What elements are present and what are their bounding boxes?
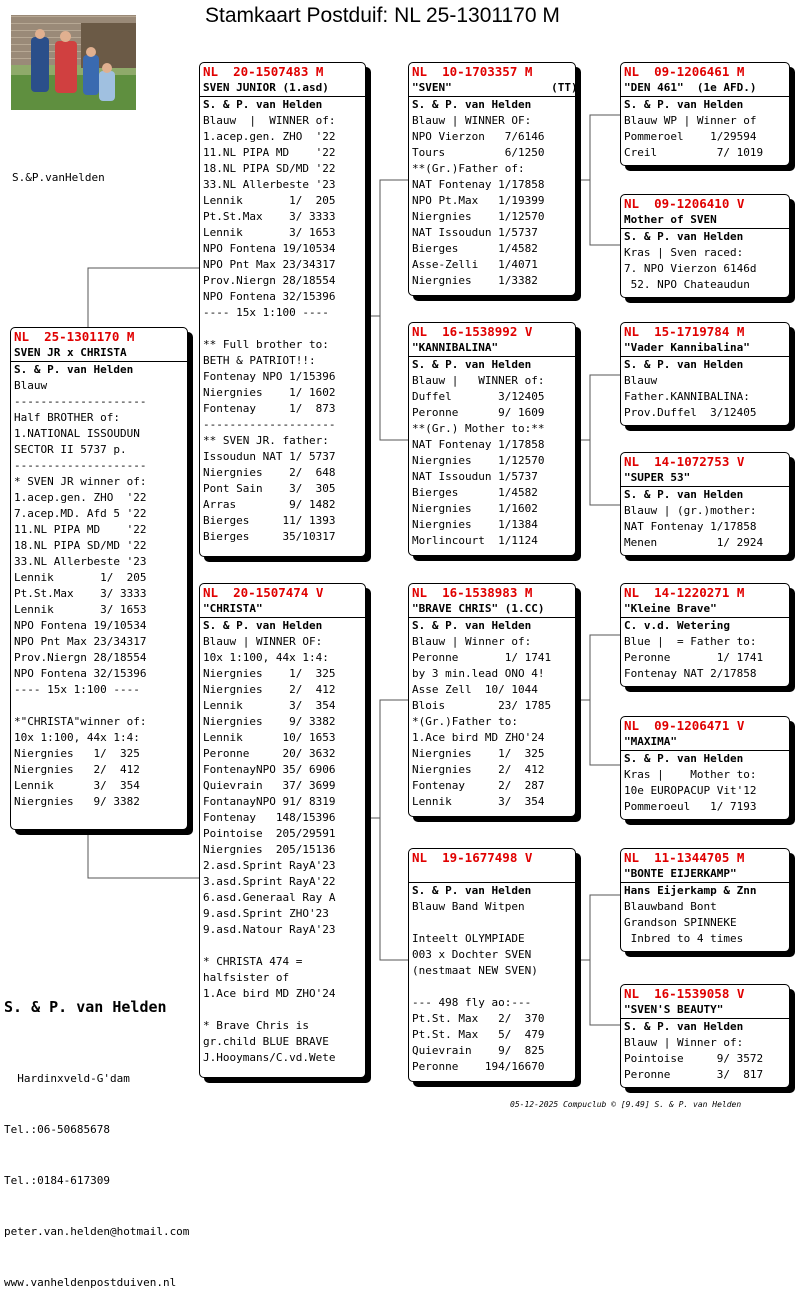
- detail-line: gr.child BLUE BRAVE: [203, 1035, 329, 1048]
- detail-line: [203, 1002, 362, 1018]
- contact-website[interactable]: www.vanheldenpostduiven.nl: [4, 1276, 177, 1289]
- detail-line: NPO Fontena 19/10534: [203, 242, 336, 255]
- detail-line: Lennik 3/ 354: [203, 699, 336, 712]
- ring-number: NL 09-1206471 V: [624, 718, 745, 733]
- detail-line: J.Hooymans/C.vd.Wete: [203, 1051, 336, 1064]
- card-mmm: [620, 984, 790, 1088]
- detail-line: Peronne 1/ 1741: [412, 651, 552, 664]
- detail-line: [412, 979, 572, 995]
- ring-number: NL 10-1703357 M: [412, 64, 533, 79]
- breeder: S. & P. van Helden: [200, 617, 365, 634]
- detail-line: 18.NL PIPA SD/MD '22: [14, 539, 147, 552]
- owner-contact: [4, 1036, 189, 1308]
- detail-line: Pont Sain 3/ 305: [203, 482, 336, 495]
- detail-line: Peronne 194/16670: [412, 1060, 545, 1073]
- detail-line: Blauw | WINNER OF:: [203, 635, 323, 648]
- detail-line: 1.Ace bird MD ZHO'24: [412, 731, 545, 744]
- pigeon-name: "CHRISTA": [203, 602, 263, 615]
- breeder: C. v.d. Wetering: [621, 617, 789, 634]
- detail-line: 7. NPO Vierzon 6146d: [624, 262, 757, 275]
- breeder: S. & P. van Helden: [621, 228, 789, 245]
- detail-line: Fontenay 148/15396: [203, 811, 336, 824]
- pigeon-details: [624, 899, 786, 947]
- ring-number: NL 11-1344705 M: [624, 850, 745, 865]
- detail-line: * SVEN JR winner of:: [14, 475, 147, 488]
- pigeon-details: [14, 378, 184, 810]
- detail-line: Niergnies 9/ 3382: [203, 715, 336, 728]
- detail-line: Niergnies 2/ 412: [14, 763, 140, 776]
- detail-line: NPO Pnt Max 23/34317: [14, 635, 147, 648]
- detail-line: Lennik 3/ 354: [412, 795, 545, 808]
- card-fmm: [620, 452, 790, 556]
- card-fff: [620, 62, 790, 166]
- detail-line: ---- 15x 1:100 ----: [203, 306, 329, 319]
- detail-line: 3.asd.Sprint RayA'22: [203, 875, 336, 888]
- pigeon-details: [203, 113, 362, 545]
- card-mff: [620, 583, 790, 687]
- detail-line: 1.NATIONAL ISSOUDUN: [14, 427, 140, 440]
- detail-line: by 3 min.lead ONO 4!: [412, 667, 545, 680]
- detail-line: Lennik 1/ 205: [14, 571, 147, 584]
- detail-line: 1.acep.gen. ZHO '22: [14, 491, 147, 504]
- detail-line: BETH & PATRIOT!!:: [203, 354, 316, 367]
- detail-line: Pt.St.Max 3/ 3333: [203, 210, 336, 223]
- pigeon-details: [624, 373, 786, 421]
- detail-line: 9.asd.Sprint ZHO'23: [203, 907, 329, 920]
- detail-line: Menen 1/ 2924: [624, 536, 764, 549]
- detail-line: **(Gr.) Mother to:**: [412, 422, 545, 435]
- card-ffm: [620, 194, 790, 298]
- breeder: S. & P. van Helden: [409, 617, 575, 634]
- detail-line: *(Gr.)Father to:: [412, 715, 518, 728]
- detail-line: Fontenay NAT 2/17858: [624, 667, 757, 680]
- detail-line: Blauw | WINNER of:: [412, 374, 545, 387]
- detail-line: Peronne 3/ 817: [624, 1068, 764, 1081]
- pigeon-details: [412, 899, 572, 1075]
- ring-number: NL 16-1539058 V: [624, 986, 745, 1001]
- detail-line: *"CHRISTA"winner of:: [14, 715, 147, 728]
- detail-line: Prov.Duffel 3/12405: [624, 406, 757, 419]
- detail-line: Pt.St.Max 3/ 3333: [14, 587, 147, 600]
- detail-line: --- 498 fly ao:---: [412, 996, 532, 1009]
- ring-number: NL 15-1719784 M: [624, 324, 745, 339]
- pigeon-name: "SVEN'S BEAUTY": [624, 1003, 724, 1016]
- pigeon-name: "Kleine Brave": [624, 602, 717, 615]
- detail-line: Lennik 1/ 205: [203, 194, 336, 207]
- detail-line: Pt.St. Max 2/ 370: [412, 1012, 545, 1025]
- detail-line: 33.NL Allerbeste '23: [14, 555, 147, 568]
- detail-line: Pointoise 205/29591: [203, 827, 336, 840]
- detail-line: 11.NL PIPA MD '22: [14, 523, 147, 536]
- breeder: S. & P. van Helden: [621, 486, 789, 503]
- pigeon-name: SVEN JUNIOR (1.asd): [203, 81, 329, 94]
- detail-line: Creil 7/ 1019: [624, 146, 764, 159]
- detail-line: Issoudun NAT 1/ 5737: [203, 450, 336, 463]
- detail-line: Lennik 10/ 1653: [203, 731, 336, 744]
- detail-line: Quievrain 9/ 825: [412, 1044, 545, 1057]
- detail-line: Blois 23/ 1785: [412, 699, 552, 712]
- detail-line: Blue | = Father to:: [624, 635, 757, 648]
- breeder: S. & P. van Helden: [621, 356, 789, 373]
- detail-line: NAT Fontenay 1/17858: [412, 178, 545, 191]
- ring-number: NL 20-1507483 M: [203, 64, 324, 79]
- detail-line: 10x 1:100, 44x 1:4:: [14, 731, 140, 744]
- detail-line: [412, 915, 572, 931]
- page-title: Stamkaart Postduif: NL 25-1301170 M: [205, 4, 560, 27]
- breeder: S. & P. van Helden: [200, 96, 365, 113]
- detail-line: Lennik 3/ 354: [14, 779, 140, 792]
- pigeon-name: "BRAVE CHRIS" (1.CC): [412, 602, 545, 615]
- pigeon-name: "SUPER 53": [624, 471, 691, 484]
- detail-line: Asse-Zelli 1/4071: [412, 258, 538, 271]
- pigeon-name: "SVEN" (TT): [412, 81, 578, 94]
- owner-short-name: S.&P.vanHelden: [12, 171, 105, 184]
- detail-line: Blauw | WINNER OF:: [412, 114, 532, 127]
- pigeon-details: [624, 767, 786, 815]
- card-father-father: [408, 62, 576, 296]
- detail-line: Niergnies 1/3382: [412, 274, 538, 287]
- detail-line: 003 x Dochter SVEN: [412, 948, 532, 961]
- ring-number: NL 09-1206410 V: [624, 196, 745, 211]
- detail-line: Morlincourt 1/1124: [412, 534, 538, 547]
- breeder: S. & P. van Helden: [409, 96, 575, 113]
- detail-line: Niergnies 2/ 412: [412, 763, 545, 776]
- detail-line: Grandson SPINNEKE: [624, 916, 737, 929]
- breeder: Hans Eijerkamp & Znn: [621, 882, 789, 899]
- detail-line: Blauwband Bont: [624, 900, 717, 913]
- detail-line: **(Gr.)Father of:: [412, 162, 525, 175]
- detail-line: NPO Pnt Max 23/34317: [203, 258, 336, 271]
- detail-line: Niergnies 2/ 412: [203, 683, 336, 696]
- detail-line: Niergnies 205/15136: [203, 843, 336, 856]
- detail-line: (nestmaat NEW SVEN): [412, 964, 538, 977]
- breeder: S. & P. van Helden: [621, 750, 789, 767]
- detail-line: NPO Vierzon 7/6146: [412, 130, 545, 143]
- detail-line: Blauw Band Witpen: [412, 900, 525, 913]
- ring-number: NL 25-1301170 M: [14, 329, 135, 344]
- detail-line: SECTOR II 5737 p.: [14, 443, 127, 456]
- detail-line: * Brave Chris is: [203, 1019, 309, 1032]
- contact-line: Hardinxveld-G'dam: [4, 1072, 130, 1085]
- detail-line: ** Full brother to:: [203, 338, 329, 351]
- detail-line: [203, 938, 362, 954]
- pigeon-name: "DEN 461" (1e AFD.): [624, 81, 757, 94]
- detail-line: Peronne 20/ 3632: [203, 747, 336, 760]
- pigeon-name: "BONTE EIJERKAMP": [624, 867, 737, 880]
- card-mmf: [620, 848, 790, 952]
- detail-line: Niergnies 1/ 325: [412, 747, 545, 760]
- detail-line: Prov.Niergn 28/18554: [14, 651, 147, 664]
- detail-line: 18.NL PIPA SD/MD '22: [203, 162, 336, 175]
- pigeon-details: [624, 113, 786, 161]
- ring-number: NL 16-1538983 M: [412, 585, 533, 600]
- detail-line: FontenayNPO 35/ 6906: [203, 763, 336, 776]
- detail-line: NAT Issoudun 1/5737: [412, 470, 538, 483]
- breeder: S. & P. van Helden: [621, 96, 789, 113]
- detail-line: NAT Fontenay 1/17858: [624, 520, 757, 533]
- detail-line: Bierges 11/ 1393: [203, 514, 336, 527]
- breeder: S. & P. van Helden: [409, 356, 575, 373]
- detail-line: --------------------: [203, 418, 336, 431]
- ring-number: NL 20-1507474 V: [203, 585, 324, 600]
- detail-line: NPO Fontena 32/15396: [203, 290, 336, 303]
- card-fmf: [620, 322, 790, 426]
- detail-line: * CHRISTA 474 =: [203, 955, 303, 968]
- detail-line: Bierges 1/4582: [412, 242, 538, 255]
- detail-line: 52. NPO Chateaudun: [624, 278, 750, 291]
- detail-line: Peronne 9/ 1609: [412, 406, 545, 419]
- card-mfm: [620, 716, 790, 820]
- detail-line: ** SVEN JR. father:: [203, 434, 329, 447]
- detail-line: Asse Zell 10/ 1044: [412, 683, 538, 696]
- detail-line: 9.asd.Natour RayA'23: [203, 923, 336, 936]
- detail-line: Blauw | Winner of:: [624, 1036, 744, 1049]
- detail-line: ---- 15x 1:100 ----: [14, 683, 140, 696]
- detail-line: NPO Fontena 32/15396: [14, 667, 147, 680]
- detail-line: [14, 698, 184, 714]
- detail-line: Pt.St. Max 5/ 479: [412, 1028, 545, 1041]
- detail-line: 7.acep.MD. Afd 5 '22: [14, 507, 147, 520]
- detail-line: Pointoise 9/ 3572: [624, 1052, 764, 1065]
- detail-line: Fontenay 2/ 287: [412, 779, 545, 792]
- detail-line: Tours 6/1250: [412, 146, 545, 159]
- pigeon-name: SVEN JR x CHRISTA: [14, 346, 127, 359]
- detail-line: 33.NL Allerbeste '23: [203, 178, 336, 191]
- detail-line: --------------------: [14, 395, 147, 408]
- detail-line: 6.asd.Generaal Ray A: [203, 891, 336, 904]
- detail-line: Inbred to 4 times: [624, 932, 744, 945]
- pigeon-details: [412, 373, 572, 549]
- card-mother-mother: [408, 848, 576, 1082]
- breeder: S. & P. van Helden: [11, 361, 187, 378]
- pigeon-details: [412, 634, 572, 810]
- detail-line: Niergnies 1/12570: [412, 210, 545, 223]
- detail-line: NPO Pt.Max 1/19399: [412, 194, 545, 207]
- detail-line: Prov.Niergn 28/18554: [203, 274, 336, 287]
- pigeon-name: Mother of SVEN: [624, 213, 717, 226]
- card-main-pigeon: [10, 327, 188, 830]
- detail-line: Niergnies 2/ 648: [203, 466, 336, 479]
- detail-line: 10e EUROPACUP Vit'12: [624, 784, 757, 797]
- detail-line: Peronne 1/ 1741: [624, 651, 764, 664]
- detail-line: Pommeroeul 1/ 7193: [624, 800, 757, 813]
- ring-number: NL 14-1072753 V: [624, 454, 745, 469]
- detail-line: 1.Ace bird MD ZHO'24: [203, 987, 336, 1000]
- detail-line: NAT Issoudun 1/5737: [412, 226, 538, 239]
- detail-line: 2.asd.Sprint RayA'23: [203, 859, 336, 872]
- detail-line: Fontenay 1/ 873: [203, 402, 336, 415]
- ring-number: NL 09-1206461 M: [624, 64, 745, 79]
- breeder: S. & P. van Helden: [409, 882, 575, 899]
- card-father: [199, 62, 366, 557]
- detail-line: Niergnies 1/ 325: [14, 747, 140, 760]
- contact-line: Tel.:0184-617309: [4, 1174, 110, 1187]
- pigeon-details: [624, 634, 786, 682]
- pigeon-details: [203, 634, 362, 1066]
- detail-line: Bierges 1/4582: [412, 486, 538, 499]
- pigeon-details: [624, 245, 786, 293]
- detail-line: Father.KANNIBALINA:: [624, 390, 750, 403]
- pigeon-details: [624, 503, 786, 551]
- detail-line: Arras 9/ 1482: [203, 498, 336, 511]
- detail-line: Bierges 35/10317: [203, 530, 336, 543]
- pigeon-name: "MAXIMA": [624, 735, 677, 748]
- pigeon-name: [412, 866, 572, 882]
- detail-line: Blauw | Winner of:: [412, 635, 532, 648]
- detail-line: 11.NL PIPA MD '22: [203, 146, 336, 159]
- detail-line: 1.acep.gen. ZHO '22: [203, 130, 336, 143]
- detail-line: Niergnies 1/1384: [412, 518, 538, 531]
- footer-credit: 05-12-2025 Compuclub © [9.49] S. & P. van Helden: [510, 1100, 742, 1109]
- owner-name: S. & P. van Helden: [4, 998, 167, 1016]
- detail-line: Fontenay NPO 1/15396: [203, 370, 336, 383]
- detail-line: --------------------: [14, 459, 147, 472]
- detail-line: Niergnies 1/ 1602: [203, 386, 336, 399]
- detail-line: Blauw | WINNER of:: [203, 114, 336, 127]
- detail-line: halfsister of: [203, 971, 290, 984]
- detail-line: Blauw: [624, 374, 658, 387]
- detail-line: Niergnies 1/12570: [412, 454, 545, 467]
- contact-email[interactable]: peter.van.helden@hotmail.com: [4, 1225, 190, 1238]
- detail-line: Blauw | (gr.)mother:: [624, 504, 757, 517]
- pigeon-details: [412, 113, 572, 289]
- card-mother-father: [408, 583, 576, 817]
- detail-line: [203, 321, 362, 337]
- ring-number: NL 19-1677498 V: [412, 850, 533, 865]
- detail-line: Inteelt OLYMPIADE: [412, 932, 525, 945]
- detail-line: Niergnies 9/ 3382: [14, 795, 140, 808]
- card-father-mother: [408, 322, 576, 556]
- ring-number: NL 16-1538992 V: [412, 324, 533, 339]
- detail-line: Lennik 3/ 1653: [14, 603, 147, 616]
- detail-line: Kras | Mother to:: [624, 768, 757, 781]
- detail-line: 10x 1:100, 44x 1:4:: [203, 651, 329, 664]
- contact-line: Tel.:06-50685678: [4, 1123, 110, 1136]
- detail-line: FontanayNPO 91/ 8319: [203, 795, 336, 808]
- detail-line: Kras | Sven raced:: [624, 246, 744, 259]
- pigeon-name: "Vader Kannibalina": [624, 341, 750, 354]
- detail-line: NPO Fontena 19/10534: [14, 619, 147, 632]
- detail-line: NAT Fontenay 1/17858: [412, 438, 545, 451]
- detail-line: Blauw WP | Winner of: [624, 114, 757, 127]
- ring-number: NL 14-1220271 M: [624, 585, 745, 600]
- detail-line: Niergnies 1/ 325: [203, 667, 336, 680]
- breeder: S. & P. van Helden: [621, 1018, 789, 1035]
- detail-line: Blauw: [14, 379, 48, 392]
- pigeon-name: "KANNIBALINA": [412, 341, 499, 354]
- detail-line: Half BROTHER of:: [14, 411, 120, 424]
- pigeon-details: [624, 1035, 786, 1083]
- detail-line: Duffel 3/12405: [412, 390, 545, 403]
- detail-line: Lennik 3/ 1653: [203, 226, 336, 239]
- detail-line: Quievrain 37/ 3699: [203, 779, 336, 792]
- card-mother: [199, 583, 366, 1078]
- detail-line: Niergnies 1/1602: [412, 502, 538, 515]
- detail-line: Pommeroel 1/29594: [624, 130, 757, 143]
